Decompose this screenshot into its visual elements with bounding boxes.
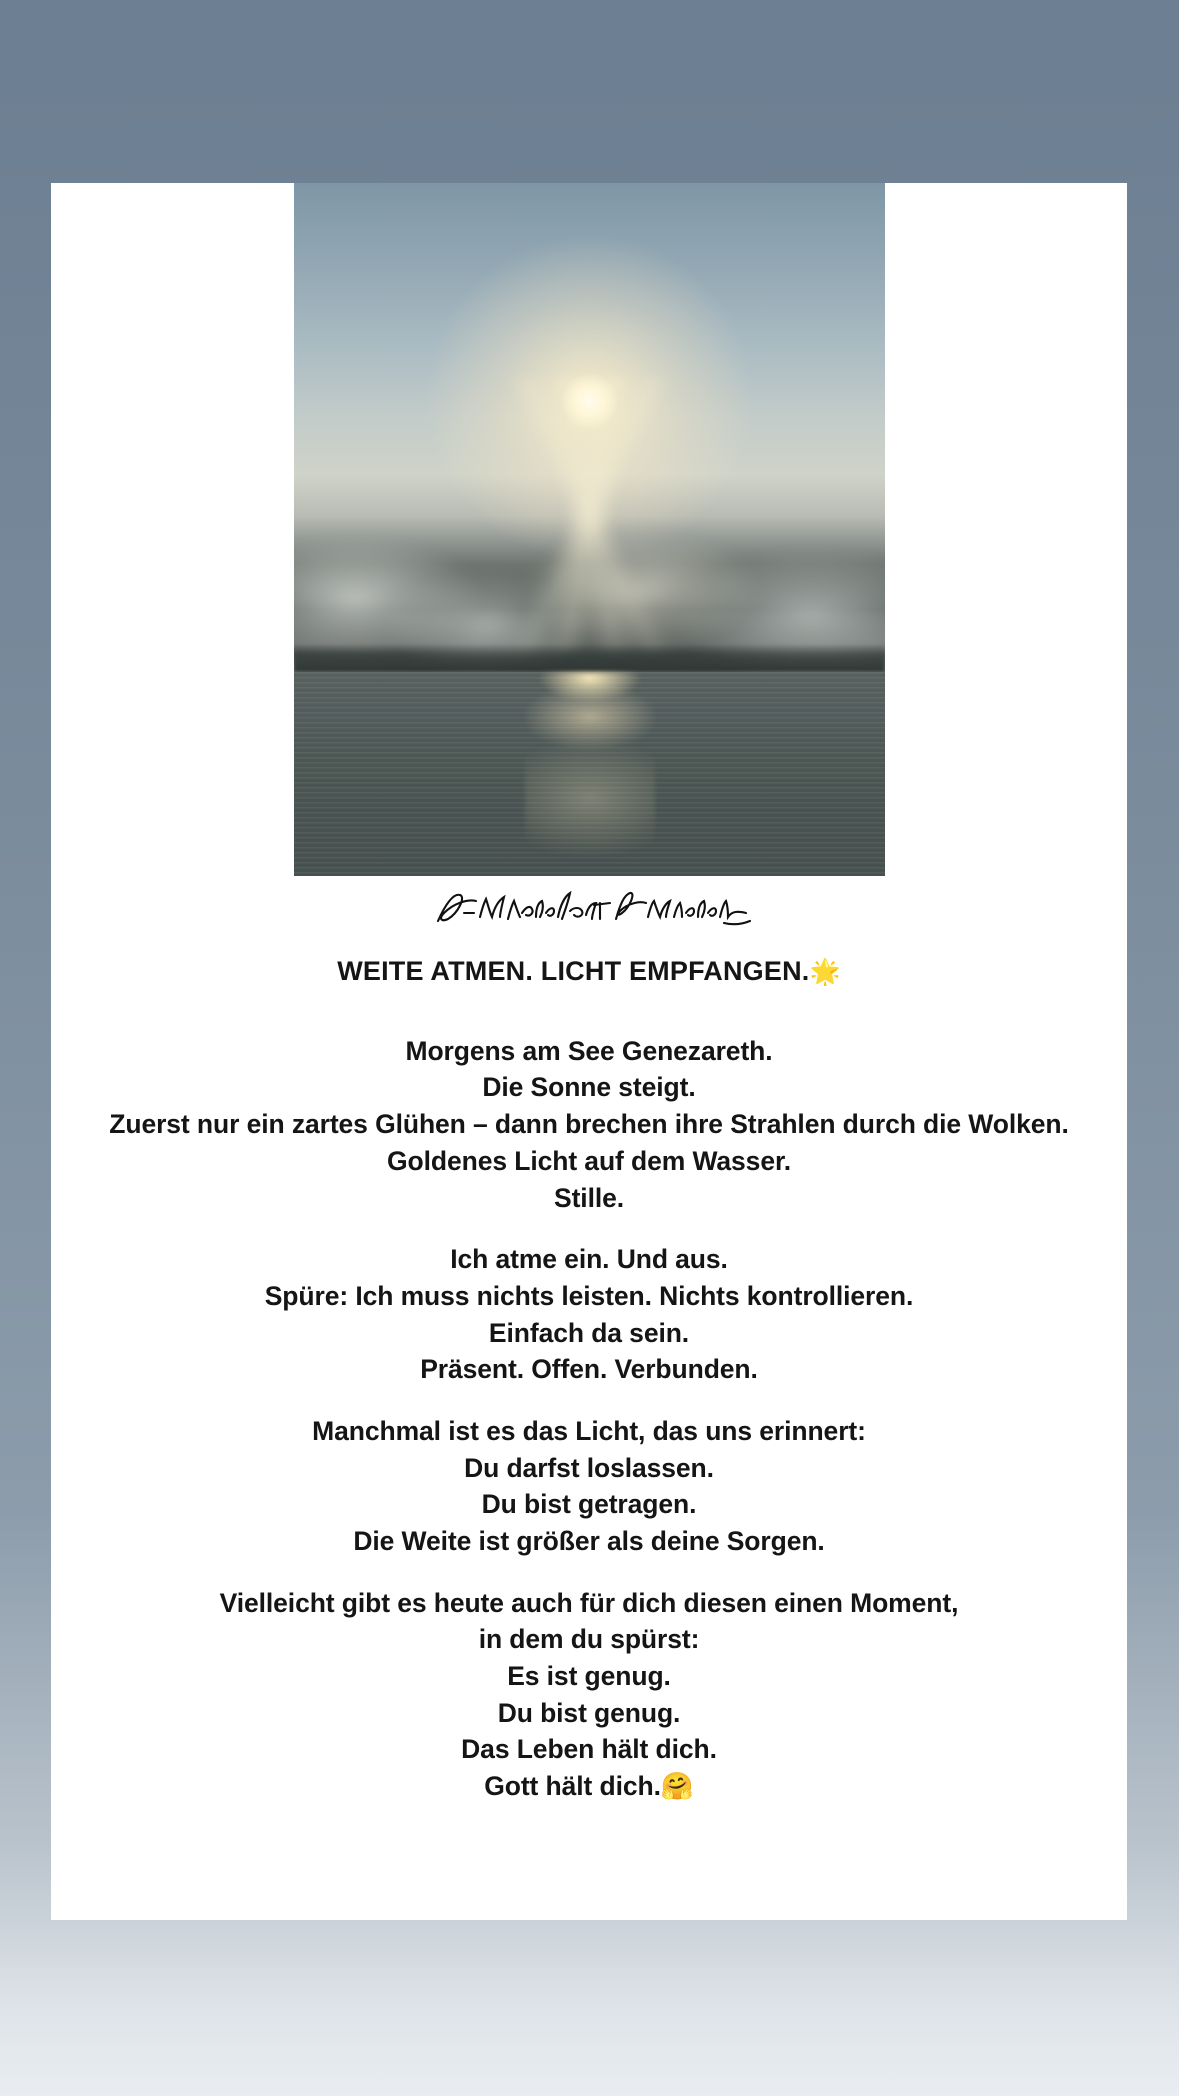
text-line: Morgens am See Genezareth. xyxy=(405,1035,773,1066)
text-line: Es ist genug. xyxy=(507,1661,671,1692)
distant-shore xyxy=(294,644,885,672)
post-text xyxy=(51,955,1127,1805)
post-headline xyxy=(51,955,1127,989)
text-line: Einfach da sein. xyxy=(488,1317,690,1348)
text-line: Spüre: Ich muss nichts leisten. Nichts kontrollieren. xyxy=(264,1280,914,1311)
text-line: Du bist genug. xyxy=(497,1697,681,1728)
text-line: Stille. xyxy=(554,1182,624,1213)
text-line: Die Weite ist größer als deine Sorgen. xyxy=(353,1526,825,1556)
text-line: Die Sonne steigt. xyxy=(482,1072,696,1103)
sunrise-lake-photo xyxy=(294,183,885,876)
post-photo xyxy=(294,183,885,876)
text-line: Du bist getragen. xyxy=(481,1489,697,1520)
handwritten-signature xyxy=(51,883,1127,944)
text-line: Ich atme ein. Und aus. xyxy=(450,1244,728,1275)
text-line: Zuerst nur ein zartes Glühen – dann brechen ihre Strahlen durch die Wolken. xyxy=(109,1109,1069,1140)
text-line: Du darfst loslassen. xyxy=(464,1452,714,1483)
text-line: Präsent. Offen. Verbunden. xyxy=(420,1354,758,1385)
text-line: Goldenes Licht auf dem Wasser. xyxy=(387,1145,791,1176)
stanza-1 xyxy=(51,1033,1127,1216)
headline-text: WEITE ATMEN. LICHT EMPFANGEN. xyxy=(337,956,810,986)
text-line: Vielleicht gibt es heute auch für dich diesen einen Moment, xyxy=(219,1587,959,1618)
sun-reflection xyxy=(524,672,654,876)
post-card xyxy=(51,183,1127,1920)
stanza-2 xyxy=(51,1241,1127,1388)
stanza-4 xyxy=(51,1585,1127,1805)
stanza-3 xyxy=(51,1413,1127,1560)
star-emoji: 🌟 xyxy=(809,958,841,986)
text-line: Gott hält dich.🤗 xyxy=(484,1771,694,1802)
text-line: in dem du spürst: xyxy=(478,1624,700,1655)
text-line: Das Leben hält dich. xyxy=(461,1734,717,1765)
signature-icon xyxy=(424,883,754,939)
text-line: Manchmal ist es das Licht, das uns erinnert: xyxy=(312,1415,866,1446)
